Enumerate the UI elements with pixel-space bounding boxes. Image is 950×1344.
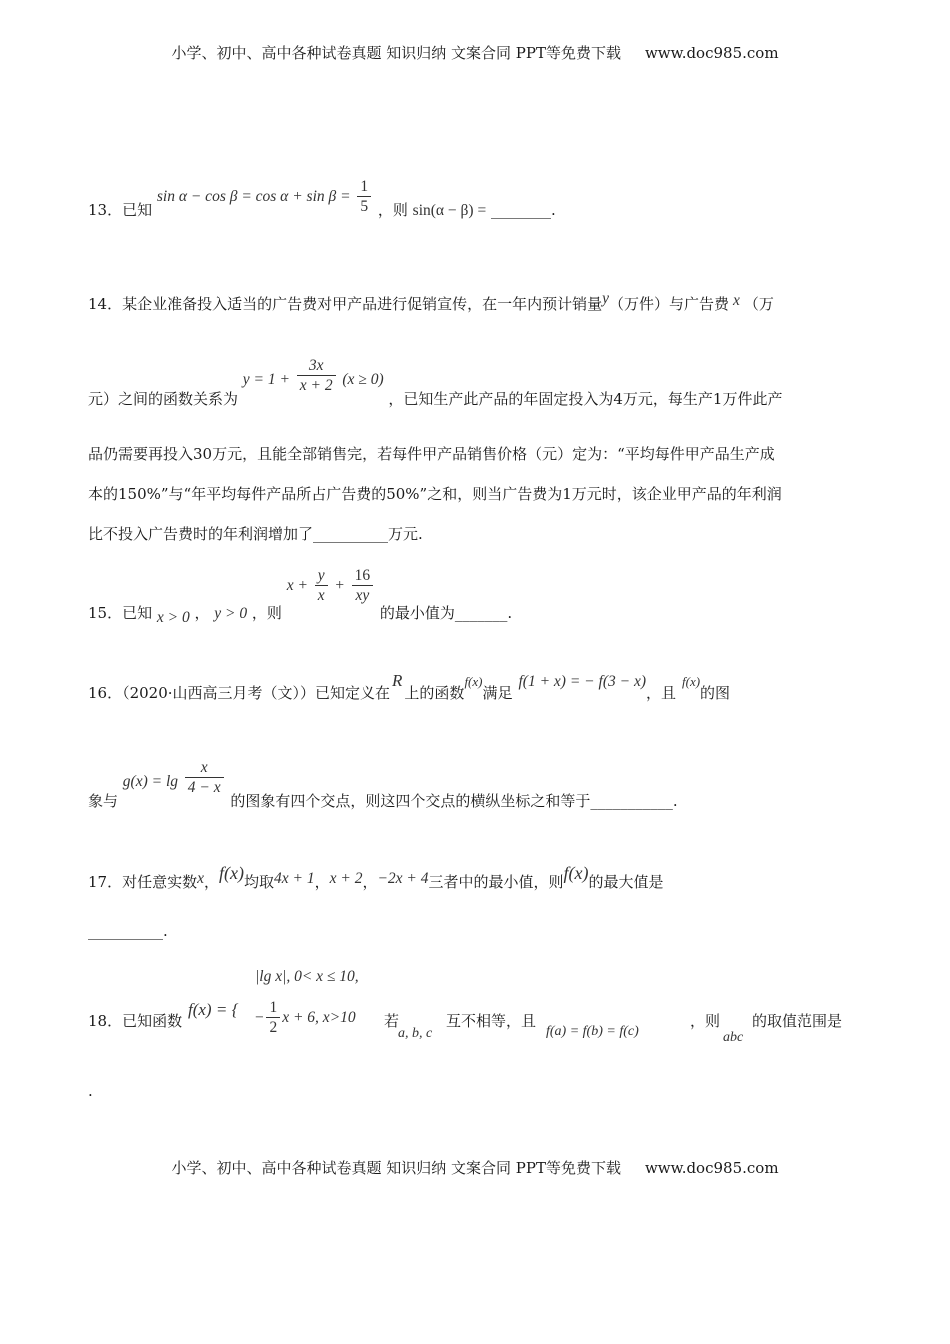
- question-14-line-3: 品仍需要再投入30万元，且能全部销售完，若每件甲产品销售价格（元）定为：“平均每件甲产品生产成: [88, 445, 775, 463]
- q13-expr2: sin(α − β) =: [412, 201, 487, 219]
- header-text: 小学、初中、高中各种试卷真题 知识归纳 文案合同 PPT等免费下载: [171, 44, 621, 62]
- q17-sep-1: ，: [203, 873, 219, 891]
- q17-expr-1: 4x + 1: [274, 870, 315, 887]
- question-14-line-5: 比不投入广告费时的年利润增加了__________万元.: [88, 525, 423, 543]
- q14-var-x: x: [733, 292, 740, 309]
- q18-product: abc: [723, 1030, 744, 1045]
- q13-frac-num: 1: [357, 177, 371, 197]
- question-16-line-1: [88, 671, 731, 703]
- q18-end: .: [88, 1082, 93, 1100]
- q16-l2-text-a: 象与: [88, 791, 119, 810]
- header-url[interactable]: www.doc985.com: [644, 44, 779, 62]
- q16-l2-text-b: 的图象有四个交点，则这四个交点的横纵坐标之和等于___________.: [230, 791, 678, 810]
- q14-l2-text-a: 元）之间的函数关系为: [88, 389, 239, 408]
- question-14-line-1: [88, 290, 774, 314]
- q17-var-x: x: [197, 870, 204, 887]
- q17-text-c: 三者中的最小值，则: [428, 873, 564, 891]
- q16-fraction: [185, 758, 224, 798]
- footer-url[interactable]: www.doc985.com: [644, 1159, 779, 1177]
- q15-f2-num: 16: [352, 566, 374, 586]
- q16-frac-den: 4 − x: [187, 779, 221, 797]
- q14-l2-pre: y = 1 +: [242, 370, 290, 388]
- q14-l2-text-b: ，已知生产此产品的年固定投入为4万元，每生产1万件此产: [388, 389, 783, 408]
- q18-case2-num: 1: [266, 998, 280, 1018]
- q16-var-R: R: [392, 671, 403, 690]
- q13-mid: ，则: [377, 200, 408, 219]
- q14-fraction: [297, 356, 336, 396]
- q18-case2-fraction: [266, 998, 280, 1038]
- q14-frac-num: 3x: [297, 356, 336, 376]
- q18-case2-post: x + 6, x>10: [282, 1008, 356, 1026]
- question-15: [88, 566, 513, 626]
- q17-fx-2: f(x): [563, 863, 589, 883]
- q16-text-c: 满足: [482, 684, 513, 702]
- q15-expr-x: x +: [286, 576, 308, 594]
- q16-fx: f(x): [464, 674, 483, 689]
- q16-text-a: 16．（2020·山西高三月考（文））已知定义在: [88, 684, 391, 702]
- footer-text: 小学、初中、高中各种试卷真题 知识归纳 文案合同 PPT等免费下载: [171, 1159, 621, 1177]
- question-14-line-2: [88, 356, 783, 408]
- q16-equation: f(1 + x) = − f(3 − x): [518, 673, 646, 690]
- q18-text-d: ，则: [690, 1012, 721, 1030]
- question-13: [88, 178, 556, 231]
- q18-case2-den: 2: [269, 1019, 278, 1037]
- q17-text-b: 均取: [243, 873, 274, 891]
- q17-sep-2: ，: [314, 873, 330, 891]
- question-14-line-4: 本的150%”与“年平均每件产品所占广告费的50%”之和，则当广告费为1万元时，该企业甲产品的年利润: [88, 485, 782, 503]
- q17-text-d: 的最大值是: [588, 873, 664, 891]
- q17-text-a: 17．对任意实数: [88, 873, 198, 891]
- q13-blank: ________.: [490, 200, 556, 219]
- q13-frac-den: 5: [360, 198, 369, 216]
- question-16-line-2: [88, 758, 678, 810]
- q15-mid: ，则: [251, 603, 282, 622]
- q16-gx: g(x) = lg: [122, 772, 179, 790]
- question-17-line-1: [88, 863, 664, 892]
- q14-text-a: 14．某企业准备投入适当的广告费对甲产品进行促销宣传，在一年内预计销量: [88, 295, 603, 313]
- q14-condition: (x ≥ 0): [342, 370, 384, 388]
- q17-expr-2: x + 2: [329, 870, 363, 887]
- q14-var-y: y: [602, 290, 609, 307]
- q18-case-1: |lg x|, 0< x ≤ 10,: [255, 968, 359, 985]
- q15-suffix: 的最小值为_______.: [379, 603, 513, 622]
- q18-case-2: [254, 998, 356, 1038]
- q15-prefix: 15．已知: [88, 603, 153, 622]
- q15-cond-2: y > 0: [214, 604, 248, 622]
- q18-text-e: 的取值范围是: [752, 1012, 843, 1030]
- q17-fx: f(x): [219, 863, 244, 883]
- q14-text-b: （万件）与广告费: [608, 295, 729, 313]
- q13-expr: sin α − cos β = cos α + sin β =: [156, 187, 351, 205]
- q18-case2-minus: −: [254, 1008, 265, 1026]
- q15-cond-1: x > 0: [156, 608, 190, 626]
- q16-text-d: ，且: [645, 684, 676, 702]
- q16-text-e: 的图: [700, 684, 731, 702]
- q16-text-b: 上的函数: [404, 684, 465, 702]
- q15-plus: +: [334, 576, 345, 594]
- q13-fraction: [357, 177, 371, 217]
- q18-text-a: 18．已知函数: [88, 1012, 183, 1030]
- q16-fx-2: f(x): [682, 674, 701, 689]
- q18-text-b: 若: [384, 1012, 400, 1030]
- q15-sep: ，: [194, 603, 210, 622]
- page-footer: [0, 1157, 950, 1178]
- page-header: [0, 42, 950, 63]
- q18-fx: f(x) = {: [188, 1000, 239, 1019]
- q17-expr-3: −2x + 4: [377, 870, 429, 887]
- q18-text-c: 互不相等，且: [446, 1012, 537, 1030]
- q13-prefix: 13．已知: [88, 200, 153, 219]
- q14-text-c: （万: [743, 295, 774, 313]
- q16-frac-num: x: [185, 758, 224, 778]
- q15-f2-den: xy: [355, 587, 370, 605]
- q18-equation: f(a) = f(b) = f(c): [546, 1024, 639, 1039]
- q14-frac-den: x + 2: [299, 377, 333, 395]
- q15-f1-den: x: [317, 587, 325, 605]
- q15-fraction-1: [315, 566, 328, 606]
- question-17-line-2: __________.: [88, 922, 168, 940]
- q15-f1-num: y: [315, 566, 328, 586]
- q18-abc: a, b, c: [398, 1026, 433, 1041]
- q17-sep-3: ，: [362, 873, 378, 891]
- q15-fraction-2: [352, 566, 374, 606]
